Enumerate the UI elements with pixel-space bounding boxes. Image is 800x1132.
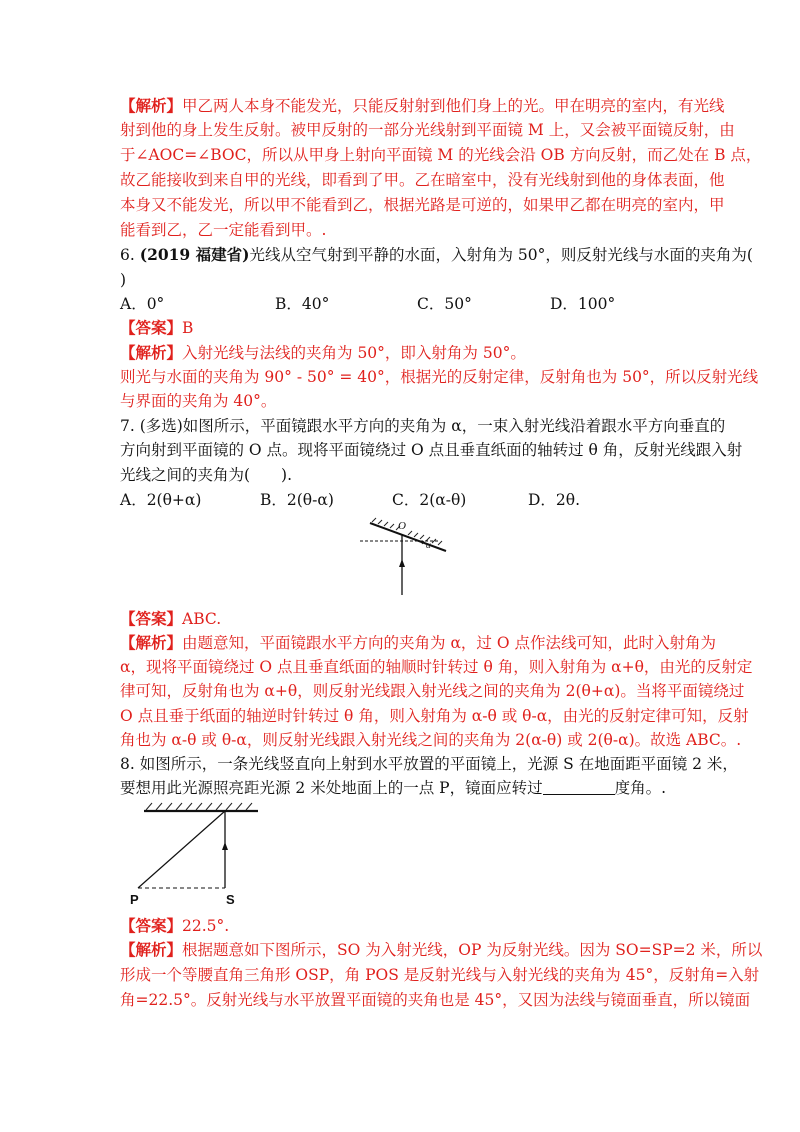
answer-value: ABC. [182, 610, 222, 628]
option-a: A．0° [120, 295, 165, 313]
question-8-stem: 要想用此光源照亮距光源 2 米处地面上的一点 P，镜面应转过 度角。. [120, 779, 667, 797]
analysis-line: 【解析】由题意知，平面镜跟水平方向的夹角为 α，过 O 点作法线可知，此时入射角为 [120, 633, 716, 652]
question-6-stem: 6. (2019 福建省)光线从空气射到平静的水面，入射角为 50°，则反射光线与水面的夹角为( [120, 245, 753, 264]
answer-blank [543, 780, 615, 795]
answer-line [120, 318, 193, 338]
analysis-line: 角=22.5°。反射光线与水平放置平面镜的夹角也是 45°，又因为法线与镜面垂直，所以镜面 [120, 991, 751, 1009]
point-s-label: S [226, 892, 235, 907]
point-p-label: P [130, 892, 139, 907]
analysis-line: 角也为 α-θ 或 θ-α，则反射光线跟入射光线之间的夹角为 2(α-θ) 或 2(θ-α)。故选 ABC。. [120, 731, 742, 749]
ray-arrow [399, 559, 405, 567]
answer-line [120, 609, 221, 629]
answer-line [120, 916, 229, 936]
mirror-hatch [146, 803, 252, 810]
option-c: C．50° [417, 295, 472, 313]
option-d: D．100° [550, 295, 616, 313]
mirror-line [370, 523, 446, 551]
analysis-line: 于∠AOC=∠BOC，所以从甲身上射向平面镜 M 的光线会沿 OB 方向反射，而乙处在 B 点， [120, 146, 762, 164]
answer-value: B [182, 319, 194, 337]
analysis-line: 形成一个等腰直角三角形 OSP，角 POS 是反射光线与入射光线的夹角为 45°，反射角=入射 [120, 966, 760, 984]
ray-arrow [222, 842, 228, 850]
analysis-line: α，现将平面镜绕过 O 点且垂直纸面的轴顺时针转过 θ 角，则入射角为 α+θ，由光的反射定 [120, 658, 753, 676]
analysis-line: 【解析】甲乙两人本身不能发光，只能反射射到他们身上的光。甲在明亮的室内，有光线 [120, 96, 725, 115]
answer-tag: 【答案】 [120, 916, 183, 935]
question-7-stem: 方向射到平面镜的 O 点。现将平面镜绕过 O 点且垂直纸面的轴转过 θ 角，反射光线跟入射 [120, 441, 743, 459]
analysis-line: 【解析】入射光线与法线的夹角为 50°，即入射角为 50°。 [120, 343, 526, 362]
answer-tag: 【答案】 [120, 609, 183, 628]
analysis-line: 与界面的夹角为 40°。 [120, 392, 277, 410]
analysis-line: 【解析】根据题意如下图所示，SO 为入射光线，OP 为反射光线。因为 SO=SP=2 米，所以 [120, 940, 763, 959]
option-b: B．40° [275, 295, 330, 313]
analysis-line: 能看到乙，乙一定能看到甲。. [120, 221, 327, 239]
question-8-stem: 8. 如图所示，一条光线竖直向上射到水平放置的平面镜上，光源 S 在地面距平面镜 2 米， [120, 755, 738, 773]
reflected-ray [138, 811, 225, 888]
analysis-line: O 点且垂于纸面的轴逆时针转过 θ 角，则入射角为 α-θ 或 θ-α，由光的反射定律可知，反射 [120, 707, 749, 725]
question-7-stem: 光线之间的夹角为( ). [120, 466, 293, 484]
analysis-line: 本身又不能发光，所以甲不能看到乙，根据光路是可逆的，如果甲乙都在明亮的室内，甲 [120, 196, 725, 214]
point-o-label: O [398, 520, 406, 532]
analysis-tag: 【解析】 [120, 940, 183, 959]
analysis-tag: 【解析】 [120, 633, 183, 652]
mirror-light-figure [128, 800, 268, 908]
option-d: D．2θ. [528, 491, 581, 509]
mirror-rotation-figure [360, 515, 460, 600]
answer-value: 22.5°. [182, 917, 230, 935]
option-a: A．2(θ+α) [120, 491, 202, 509]
option-b: B．2(θ-α) [260, 491, 334, 509]
angle-alpha-label: α [426, 540, 431, 550]
analysis-line: 律可知，反射角也为 α+θ，则反射光线跟入射光线之间的夹角为 2(θ+α)。当将平面镜绕过 [120, 682, 745, 700]
question-7-stem: 7. (多选)如图所示，平面镜跟水平方向的夹角为 α，一束入射光线沿着跟水平方向垂直的 [120, 417, 726, 435]
question-source: (2019 福建省) [139, 245, 250, 264]
answer-tag: 【答案】 [120, 318, 183, 337]
analysis-line: 则光与水面的夹角为 90° - 50° = 40°，根据光的反射定律，反射角也为 50°，所以反射光线 [120, 368, 759, 386]
option-c: C．2(α-θ) [392, 491, 467, 509]
analysis-line: 故乙能接收到来自甲的光线，即看到了甲。乙在暗室中，没有光线射到他的身体表面，他 [120, 171, 725, 189]
analysis-tag: 【解析】 [120, 343, 183, 362]
question-6-stem-end: ) [120, 271, 127, 289]
analysis-line: 射到他的身上发生反射。被甲反射的一部分光线射到平面镜 M 上，又会被平面镜反射，由 [120, 121, 735, 139]
analysis-tag: 【解析】 [120, 96, 183, 115]
